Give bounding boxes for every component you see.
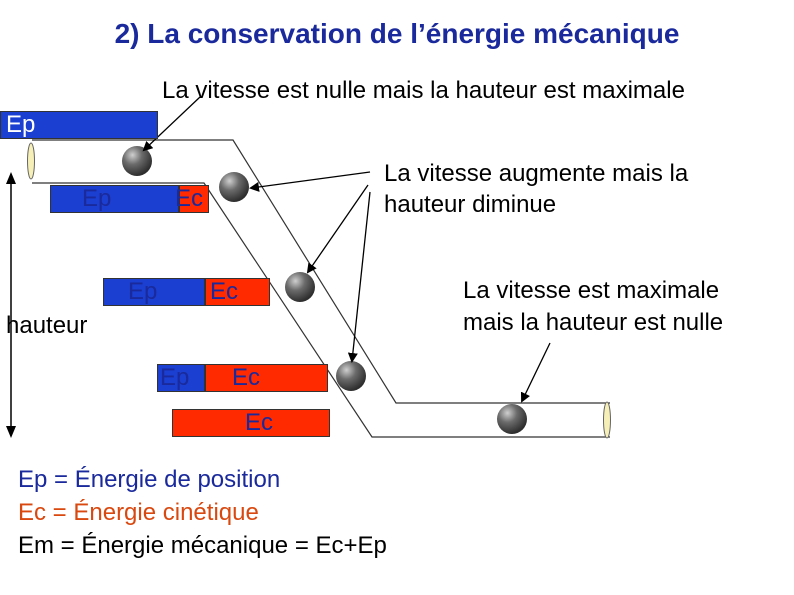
energy-bar-ec-4 [205, 364, 328, 392]
energy-bar-ec-label-5: Ec [245, 409, 274, 436]
slide-title: 2) La conservation de l’énergie mécanique [114, 18, 680, 49]
arrow-middle-to-ball-mid [308, 185, 368, 272]
arrow-middle-to-ball-low [352, 192, 370, 361]
energy-bar-ec-label-2: Ec [175, 185, 204, 212]
ball-upper-slope [219, 172, 249, 202]
annotation-middle-line2: hauteur diminue [384, 191, 557, 218]
annotation-bottom-line2: mais la hauteur est nulle [463, 309, 724, 336]
energy-bar-ec-label-4: Ec [232, 364, 261, 391]
ball-top [122, 146, 152, 176]
legend-ec: Ec = Énergie cinétique [18, 499, 259, 526]
annotation-middle-line1: La vitesse augmente mais la [384, 160, 689, 187]
ball-low-slope [336, 361, 366, 391]
energy-bar-ep-label-1: Ep [6, 111, 36, 138]
height-arrow-bottom-head [6, 426, 16, 438]
energy-bar-ep-2 [50, 185, 179, 213]
annotation-bottom-line1: La vitesse est maximale [463, 277, 720, 304]
height-label: hauteur [6, 312, 88, 339]
height-arrow-top-head [6, 172, 16, 184]
legend-em: Em = Énergie mécanique = Ec+Ep [18, 532, 387, 559]
ball-mid-slope [285, 272, 315, 302]
energy-bar-ec-label-3: Ec [210, 278, 239, 305]
ball-bottom [497, 404, 527, 434]
energy-bar-ep-label-3: Ep [128, 278, 158, 305]
arrow-middle-to-ball-upper [251, 172, 370, 188]
track-left-cap [28, 143, 35, 179]
energy-bar-ep-label-2: Ep [82, 185, 112, 212]
arrow-bottom-to-ball [522, 343, 550, 401]
legend-ep: Ep = Énergie de position [18, 466, 281, 493]
track-right-cap [604, 402, 611, 438]
annotation-top: La vitesse est nulle mais la hauteur est maximale [162, 77, 685, 104]
energy-bar-ep-label-4: Ep [160, 364, 190, 391]
